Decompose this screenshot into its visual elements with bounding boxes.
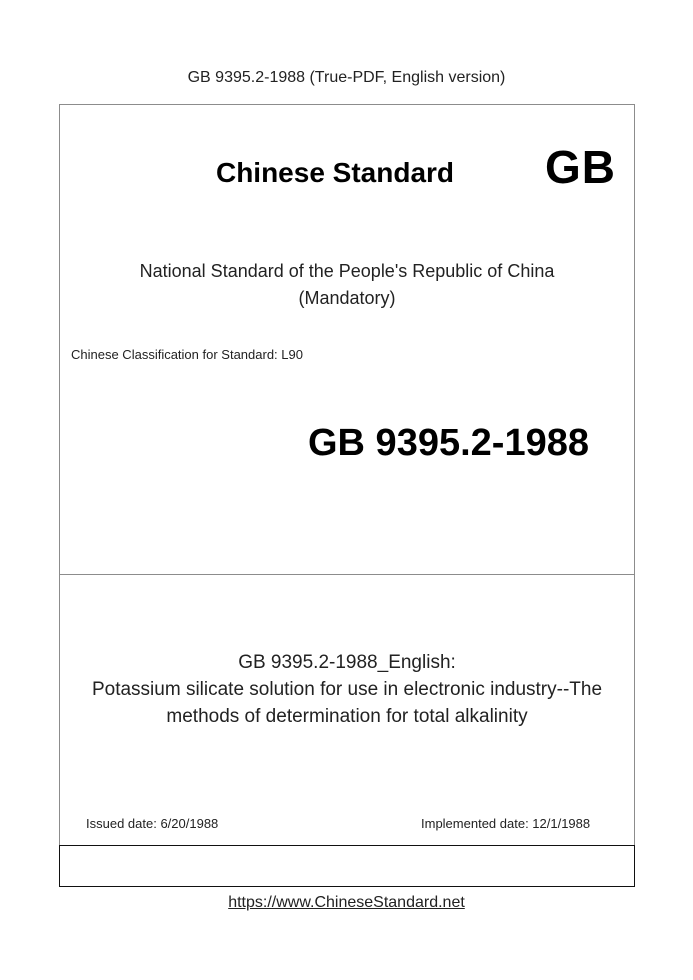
title-line: Potassium silicate solution for use in electronic industry--The <box>91 679 603 700</box>
footer-frame <box>59 845 635 887</box>
website-link[interactable]: https://www.ChineseStandard.net <box>228 894 465 911</box>
title-line: methods of determination for total alkalinity <box>166 706 528 727</box>
implemented-date: Implemented date: 12/1/1988 <box>421 816 591 831</box>
standard-number: GB 9395.2-1988 <box>308 422 589 464</box>
standard-heading: Chinese Standard <box>215 157 455 188</box>
national-standard-text <box>59 258 635 312</box>
national-line: National Standard of the People's Republic of China <box>139 261 555 281</box>
mandatory-line: (Mandatory) <box>298 288 396 308</box>
gb-mark: GB <box>545 141 616 193</box>
classification-label: Chinese Classification for Standard: L90 <box>71 347 303 362</box>
title-line: GB 9395.2-1988_English: <box>238 652 456 673</box>
issued-date: Issued date: 6/20/1988 <box>86 816 219 831</box>
page-header: GB 9395.2-1988 (True-PDF, English version) <box>187 69 506 86</box>
document-title <box>59 649 635 730</box>
